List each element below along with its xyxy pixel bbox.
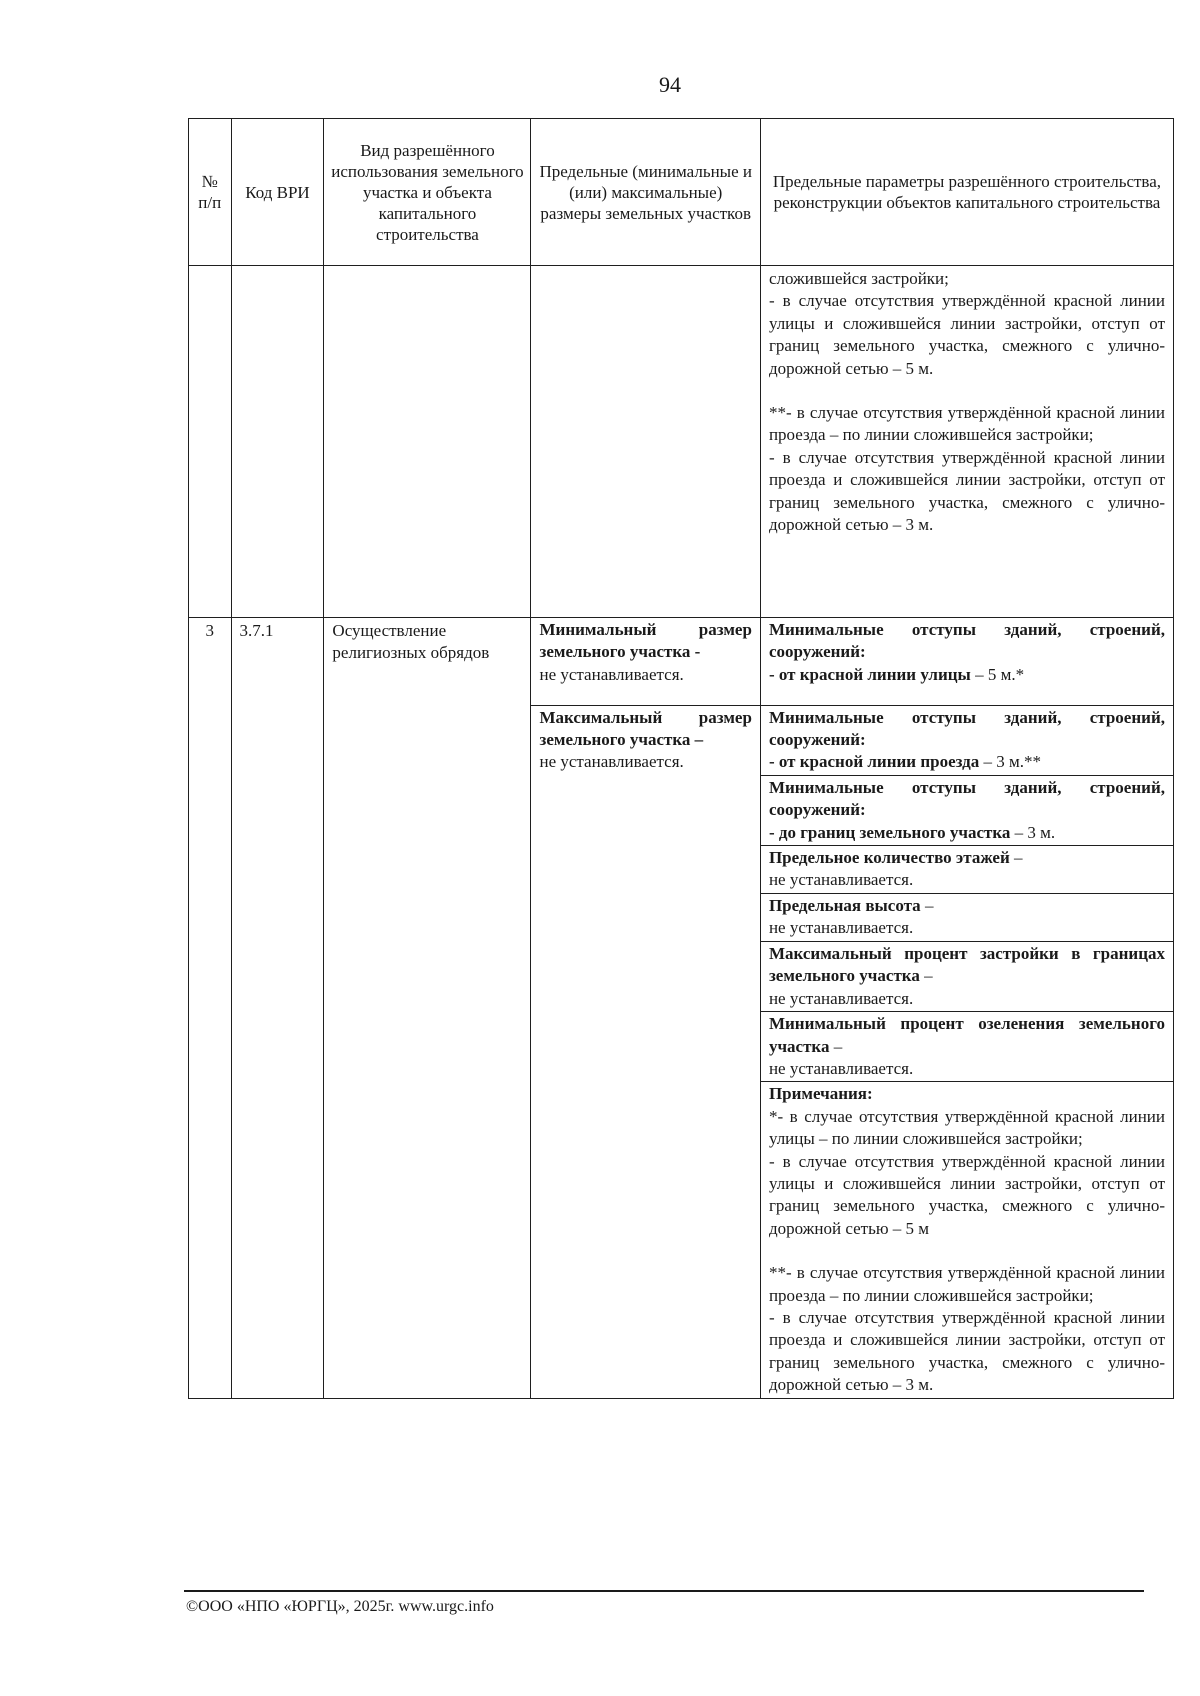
min-size-value: не устанавливается. bbox=[539, 664, 684, 684]
cont-num-cell bbox=[189, 266, 232, 618]
param-4-title: Предельное количество этажей bbox=[768, 847, 1010, 867]
cont-params-cell bbox=[760, 266, 1173, 618]
row-3 bbox=[189, 618, 1174, 1399]
cont-text-4: - в случае отсутствия утверждённой красной линии проезда и сложившейся линии застройки, отступ от границ земельного участка, смежного с улично-дорожной сетью – 3 м. bbox=[768, 447, 1165, 535]
param-5-title: Предельная высота bbox=[768, 895, 921, 915]
param-4-value: не устанавливается. bbox=[768, 870, 914, 890]
cont-code-cell bbox=[231, 266, 324, 618]
sizes-subtable bbox=[531, 618, 759, 775]
max-size-block bbox=[531, 705, 759, 775]
param-red-line-street bbox=[761, 618, 1173, 705]
param-floors: Предельное количество этажей – не устанавливается. bbox=[761, 845, 1173, 893]
note-3: **- в случае отсутствия утверждённой красной линии проезда – по линии сложившейся застройки; bbox=[768, 1263, 1165, 1305]
cont-text-1: сложившейся застройки; bbox=[768, 269, 949, 288]
param-build-percent: Максимальный процент застройки в границах земельного участка – не устанавливается. bbox=[761, 941, 1173, 1011]
param-7-title: Минимальный процент озеленения земельного участка bbox=[768, 1014, 1165, 1056]
param-3-value: – 3 м. bbox=[1010, 822, 1056, 842]
page-number: 94 bbox=[659, 72, 681, 97]
regulations-table bbox=[188, 118, 1174, 1399]
param-red-line-passage bbox=[761, 705, 1173, 775]
min-size-title: Минимальный размер земельного участка - bbox=[539, 620, 752, 662]
param-3-line: - до границ земельного участка bbox=[768, 822, 1011, 842]
note-1: *- в случае отсутствия утверждённой красной линии улицы – по линии сложившейся застройки; bbox=[768, 1106, 1165, 1149]
param-green-percent: Минимальный процент озеленения земельного участка – не устанавливается. bbox=[761, 1012, 1173, 1082]
header-num: № п/п bbox=[189, 119, 232, 266]
max-size-title: Максимальный размер земельного участка – bbox=[539, 707, 752, 749]
header-sizes: Предельные (минимальные и (или) максимальные) размеры земельных участков bbox=[531, 119, 760, 266]
row3-vid: Осуществление религиозных обрядов bbox=[324, 618, 531, 1399]
notes-block bbox=[761, 1082, 1173, 1398]
row3-num: 3 bbox=[189, 618, 232, 1399]
footer-copyright: ©ООО «НПО «ЮРГЦ», 2025г. www.urgc.info bbox=[186, 1598, 494, 1615]
row3-code: 3.7.1 bbox=[231, 618, 324, 1399]
row3-sizes-cell bbox=[531, 618, 760, 1399]
param-2-line: - от красной линии проезда bbox=[768, 752, 980, 772]
params-subtable bbox=[761, 618, 1173, 1398]
header-row bbox=[189, 119, 1174, 266]
param-2-value: – 3 м.** bbox=[979, 752, 1042, 772]
param-3-title: Минимальные отступы зданий, строений, сооружений: bbox=[768, 777, 1165, 820]
note-4: - в случае отсутствия утверждённой красной линии проезда и сложившейся линии застройки, отступ от границ земельного участка, смежного с улично-дорожной сетью – 3 м. bbox=[768, 1308, 1165, 1395]
notes-title: Примечания: bbox=[768, 1084, 873, 1104]
continuation-row bbox=[189, 266, 1174, 618]
cont-text-2: - в случае отсутствия утверждённой красной линии улицы и сложившейся линии застройки, отступ от границ земельного участка, смежного с улично-дорожной сетью – 5 м. bbox=[768, 291, 1165, 378]
header-vid: Вид разрешённого использования земельного участка и объекта капитального строительства bbox=[324, 119, 531, 266]
row3-params-cell bbox=[760, 618, 1173, 1399]
param-5-value: не устанавливается. bbox=[768, 918, 914, 938]
cont-vid-cell bbox=[324, 266, 531, 618]
param-6-title: Максимальный процент застройки в границах земельного участка bbox=[768, 943, 1165, 986]
header-params: Предельные параметры разрешённого строительства, реконструкции объектов капитального строительства bbox=[760, 119, 1173, 266]
param-1-title: Минимальные отступы зданий, строений, сооружений: bbox=[768, 620, 1165, 662]
param-height: Предельная высота – не устанавливается. bbox=[761, 893, 1173, 941]
header-code: Код ВРИ bbox=[231, 119, 324, 266]
param-7-value: не устанавливается. bbox=[768, 1058, 914, 1078]
max-size-value: не устанавливается. bbox=[539, 752, 684, 772]
note-2: - в случае отсутствия утверждённой красной линии улицы и сложившейся линии застройки, отступ от границ земельного участка, смежного с улично-дорожной сетью – 5 м bbox=[768, 1151, 1165, 1238]
cont-sizes-cell bbox=[531, 266, 760, 618]
param-6-value: не устанавливается. bbox=[768, 988, 914, 1008]
param-plot-border bbox=[761, 775, 1173, 845]
param-1-line: - от красной линии улицы bbox=[768, 664, 971, 684]
footer-divider bbox=[184, 1590, 1144, 1592]
param-1-value: – 5 м.* bbox=[970, 664, 1025, 684]
param-2-title: Минимальные отступы зданий, строений, сооружений: bbox=[768, 707, 1165, 749]
min-size-block bbox=[531, 618, 759, 705]
cont-text-3: **- в случае отсутствия утверждённой красной линии проезда – по линии сложившейся застройки; bbox=[768, 403, 1165, 445]
